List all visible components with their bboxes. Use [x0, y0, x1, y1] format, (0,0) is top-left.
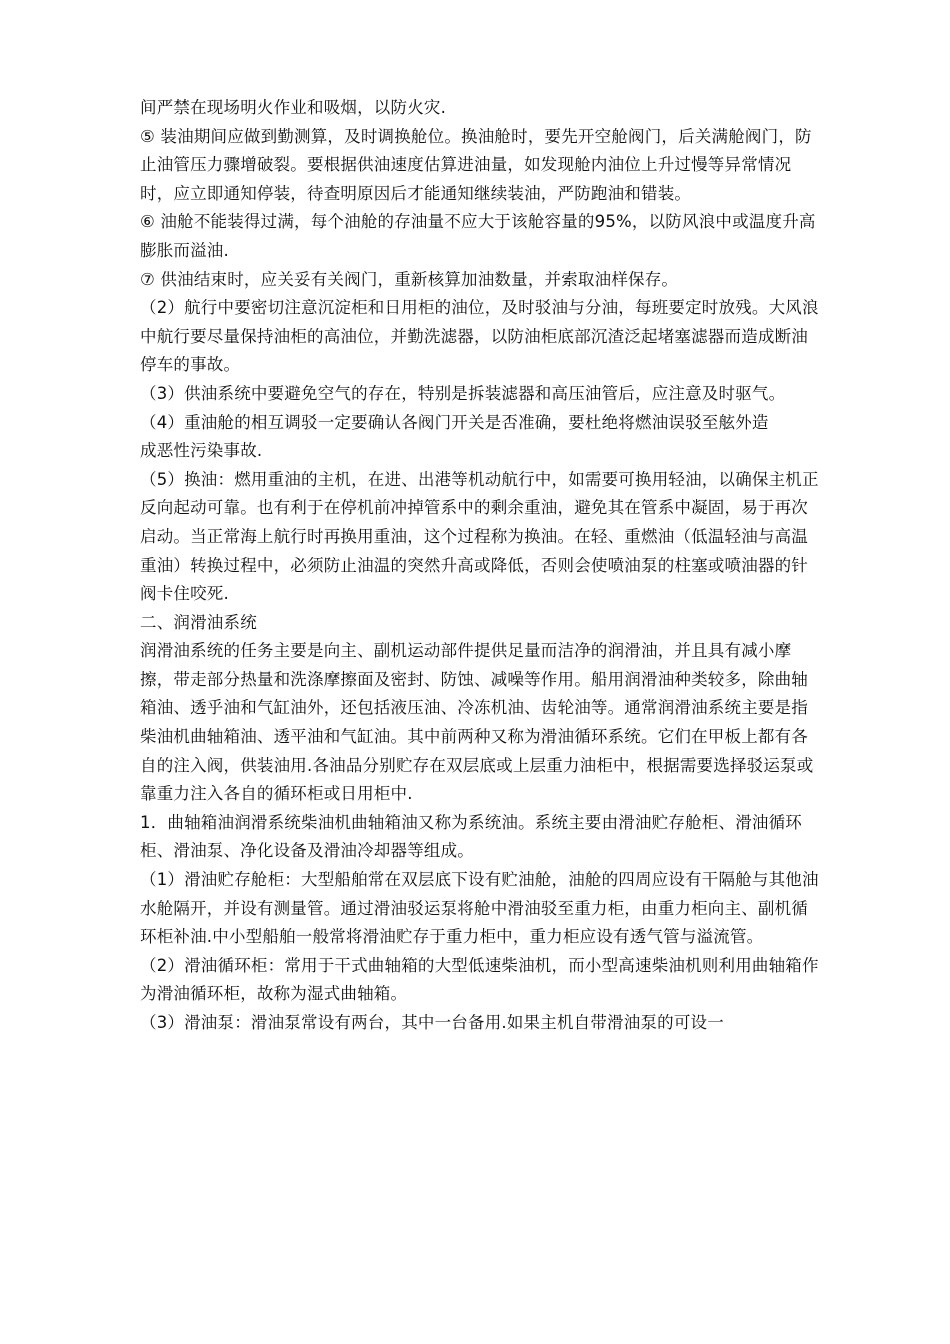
- paragraph: ⑥ 油舱不能装得过满，每个油舱的存油量不应大于该舱容量的95%，以防风浪中或温度升高膨胀而溢油.: [140, 212, 816, 260]
- paragraph: 间严禁在现场明火作业和吸烟，以防火灾.: [140, 98, 447, 117]
- document-body: [140, 94, 820, 1038]
- paragraph: ⑦ 供油结束时，应关妥有关阀门，重新核算加油数量，并索取油样保存。: [140, 269, 679, 289]
- paragraph: （2）滑油循环柜：常用于干式曲轴箱的大型低速柴油机，而小型高速柴油机则利用曲轴箱作为滑油循环柜，故称为湿式曲轴箱。: [140, 955, 819, 1004]
- paragraph: （4）重油舱的相互调驳一定要确认各阀门开关是否准确，要杜绝将燃油误驳至舷外造: [140, 412, 769, 432]
- paragraph: （3）滑油泵：滑油泵常设有两台，其中一台备用.如果主机自带滑油泵的可设一: [140, 1013, 724, 1032]
- paragraph: （3）供油系统中要避免空气的存在，特别是拆装滤器和高压油管后，应注意及时驱气。: [140, 383, 786, 403]
- paragraph: 成恶性污染事故.: [140, 441, 263, 461]
- paragraph: 1．曲轴箱油润滑系统柴油机曲轴箱油又称为系统油。系统主要由滑油贮存舱柜、滑油循环柜、滑油泵、净化设备及滑油冷却器等组成。: [140, 812, 802, 861]
- section-heading: 二、润滑油系统: [140, 612, 257, 632]
- paragraph: （5）换油：燃用重油的主机，在进、出港等机动航行中，如需要可换用轻油，以确保主机正反向起动可靠。也有利于在停机前冲掉管系中的剩余重油，避免其在管系中凝固，易于再次启动。当正常海上航行时再换用重油，这个过程称为换油。在轻、重燃油（低温轻油与高温重油）转换过程中，必须防止油温的突然升高或降低，否则会使喷油泵的柱塞或喷油器的针阀卡住咬死.: [140, 469, 819, 604]
- paragraph: ⑤ 装油期间应做到勤测算，及时调换舱位。换油舱时，要先开空舱阀门，后关满舱阀门，防止油管压力骤增破裂。要根据供油速度估算进油量，如发现舱内油位上升过慢等异常情况时，应立即通知停装，待查明原因后才能通知继续装油，严防跑油和错装。: [140, 126, 812, 203]
- paragraph: （2）航行中要密切注意沉淀柜和日用柜的油位，及时驳油与分油，每班要定时放残。大风浪中航行要尽量保持油柜的高油位，并勤洗滤器，以防油柜底部沉渣泛起堵塞滤器而造成断油停车的事故。: [140, 298, 819, 375]
- paragraph: 润滑油系统的任务主要是向主、副机运动部件提供足量而洁净的润滑油，并且具有减小摩擦，带走部分热量和洗涤摩擦面及密封、防蚀、减噪等作用。船用润滑油种类较多，除曲轴箱油、透乎油和气缸油外，还包括液压油、冷冻机油、齿轮油等。通常润滑油系统主要是指柴油机曲轴箱油、透平油和气缸油。其中前两种又称为滑油循环系统。它们在甲板上都有各自的注入阀，供装油用.各油品分别贮存在双层底或上层重力油柜中，根据需要选择驳运泵或靠重力注入各自的循环柜或日用柜中.: [140, 641, 814, 804]
- paragraph: （1）滑油贮存舱柜：大型船舶常在双层底下设有贮油舱，油舱的四周应设有干隔舱与其他油水舱隔开，并设有测量管。通过滑油驳运泵将舱中滑油驳至重力柜，由重力柜向主、副机循环柜补油.中小型船舶一般常将滑油贮存于重力柜中，重力柜应设有透气管与溢流管。: [140, 870, 819, 947]
